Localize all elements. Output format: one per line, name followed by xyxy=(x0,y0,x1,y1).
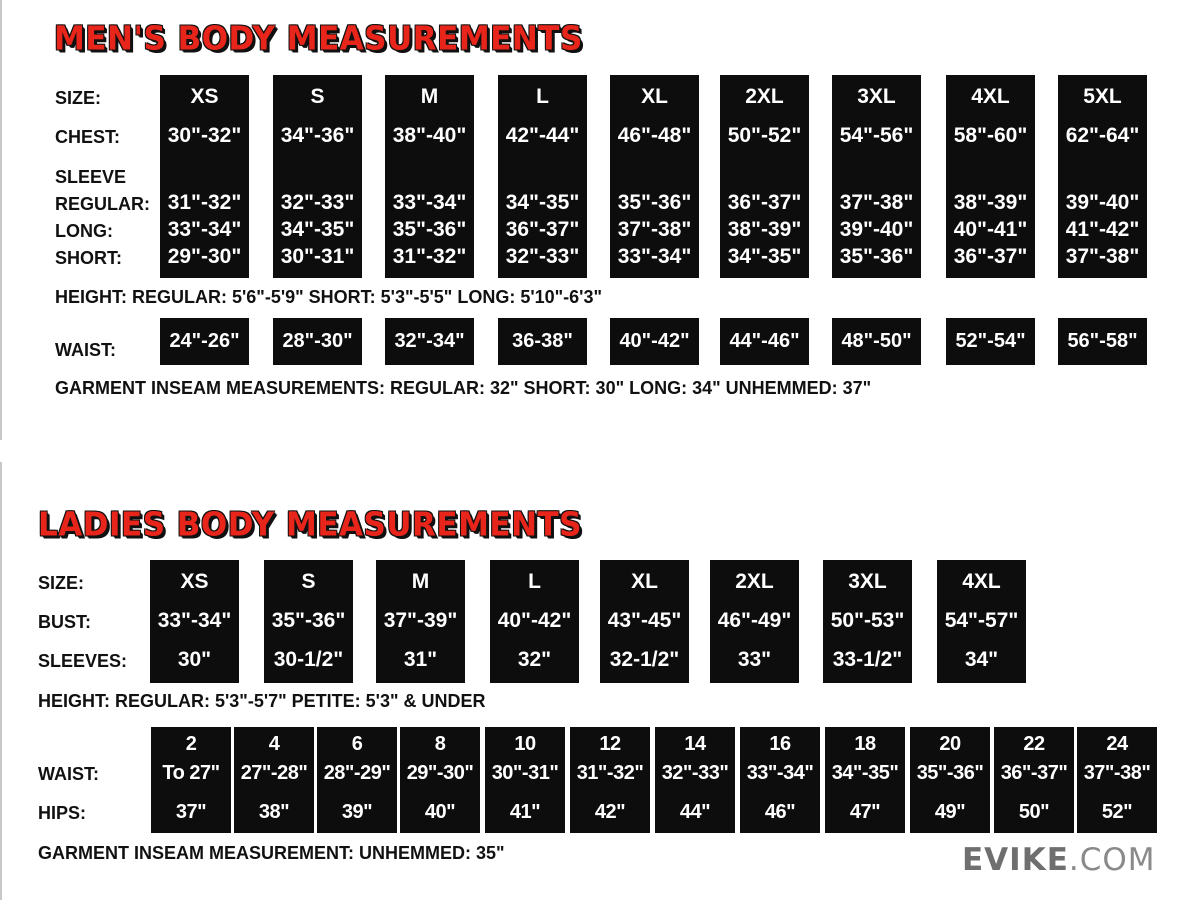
mens-chest-cell: 42"-44" xyxy=(505,124,580,147)
mens-chest-cell: 30"-32" xyxy=(167,124,242,147)
mens-sleeve-short-cell: 32"-33" xyxy=(505,245,580,268)
ladies-waist-size-cell: 12 xyxy=(599,733,621,755)
ladies-sleeves-cell: 30" xyxy=(177,648,212,671)
ladies-inseam-note: GARMENT INSEAM MEASUREMENT: UNHEMMED: 35" xyxy=(38,843,505,863)
left-border-bottom xyxy=(0,462,2,900)
ladies-waist-column xyxy=(994,727,1074,833)
ladies-waist-cell: 31"-32" xyxy=(576,762,644,784)
ladies-waist-column xyxy=(740,727,820,833)
ladies-waist-size-cell: 22 xyxy=(1023,733,1045,755)
mens-size-column xyxy=(832,75,921,278)
ladies-size-cell: 2XL xyxy=(735,570,774,593)
mens-size-cell: XL xyxy=(641,85,668,108)
ladies-waist-cell: 34"-35" xyxy=(831,762,899,784)
mens-sleeve-regular-cell: 36"-37" xyxy=(727,191,802,214)
ladies-bust-cell: 50"-53" xyxy=(830,609,905,632)
ladies-sleeves-cell: 33-1/2" xyxy=(832,648,903,671)
mens-sleeve-short-cell: 31"-32" xyxy=(392,245,467,268)
ladies-bust-cell: 43"-45" xyxy=(607,609,682,632)
evike-logo xyxy=(962,842,1156,878)
ladies-waist-cell: 35"-36" xyxy=(916,762,984,784)
ladies-waist-column xyxy=(570,727,650,833)
ladies-size-cell: M xyxy=(411,570,430,593)
ladies-size-column xyxy=(264,560,353,683)
mens-size-column xyxy=(160,75,249,278)
ladies-waist-cell: 37"-38" xyxy=(1083,762,1151,784)
ladies-waist-column xyxy=(910,727,990,833)
ladies-sleeves-cell: 30-1/2" xyxy=(273,648,344,671)
ladies-size-column xyxy=(823,560,912,683)
ladies-waist-cell: 33"-34" xyxy=(746,762,814,784)
ladies-sleeves-cell: 31" xyxy=(403,648,438,671)
ladies-hips-cell: 38" xyxy=(258,801,290,823)
ladies-size-cell: S xyxy=(301,570,316,593)
ladies-hips-cell: 40" xyxy=(424,801,456,823)
ladies-bust-cell: 46"-49" xyxy=(717,609,792,632)
ladies-bust-cell: 37"-39" xyxy=(383,609,458,632)
ladies-sleeves-cell: 32" xyxy=(517,648,552,671)
ladies-waist-column xyxy=(151,727,231,833)
ladies-waist-column xyxy=(655,727,735,833)
ladies-bust-cell: 40"-42" xyxy=(497,609,572,632)
ladies-waist-cell: 30"-31" xyxy=(491,762,559,784)
mens-waist-cell: 36-38" xyxy=(498,318,587,365)
ladies-bust-cell: 35"-36" xyxy=(271,609,346,632)
ladies-hips-cell: 42" xyxy=(594,801,626,823)
ladies-size-column xyxy=(600,560,689,683)
mens-size-cell: 4XL xyxy=(971,85,1010,108)
mens-sleeve-short-cell: 30"-31" xyxy=(280,245,355,268)
mens-waist-cell: 44"-46" xyxy=(720,318,809,365)
ladies-bust-cell: 33"-34" xyxy=(157,609,232,632)
ladies-hips-cell: 44" xyxy=(679,801,711,823)
mens-inseam-note: GARMENT INSEAM MEASUREMENTS: REGULAR: 32" SHORT: 30" LONG: 34" UNHEMMED: 37" xyxy=(55,378,872,398)
mens-sleeve-regular-cell: 32"-33" xyxy=(280,191,355,214)
mens-size-label: SIZE: xyxy=(55,88,102,108)
mens-chest-cell: 34"-36" xyxy=(280,124,355,147)
ladies-waist-cell: To 27" xyxy=(162,762,220,784)
ladies-size-cell: 4XL xyxy=(962,570,1001,593)
mens-waist-cell: 48"-50" xyxy=(832,318,921,365)
mens-sleeve-regular-cell: 31"-32" xyxy=(167,191,242,214)
ladies-waist-label: WAIST: xyxy=(38,764,99,784)
mens-size-cell: 5XL xyxy=(1083,85,1122,108)
mens-size-cell: S xyxy=(310,85,325,108)
ladies-hips-cell: 41" xyxy=(509,801,541,823)
mens-sleeve-long-cell: 33"-34" xyxy=(167,218,242,241)
ladies-waist-size-cell: 8 xyxy=(434,733,446,755)
ladies-waist-size-cell: 20 xyxy=(939,733,961,755)
ladies-hips-cell: 52" xyxy=(1101,801,1133,823)
ladies-hips-cell: 49" xyxy=(934,801,966,823)
ladies-hips-cell: 47" xyxy=(849,801,881,823)
ladies-hips-cell: 46" xyxy=(764,801,796,823)
mens-sleeve-long-cell: 39"-40" xyxy=(839,218,914,241)
mens-waist-cell: 24"-26" xyxy=(160,318,249,365)
ladies-waist-size-cell: 10 xyxy=(514,733,536,755)
ladies-hips-label: HIPS: xyxy=(38,803,87,823)
ladies-waist-cell: 36"-37" xyxy=(1000,762,1068,784)
mens-size-column xyxy=(1058,75,1147,278)
ladies-waist-column xyxy=(825,727,905,833)
ladies-waist-column xyxy=(234,727,314,833)
ladies-size-cell: XS xyxy=(180,570,209,593)
ladies-size-column xyxy=(150,560,239,683)
mens-sleeve-long-cell: 41"-42" xyxy=(1065,218,1140,241)
ladies-sleeves-cell: 32-1/2" xyxy=(609,648,680,671)
ladies-waist-cell: 32"-33" xyxy=(661,762,729,784)
mens-short-label: SHORT: xyxy=(55,248,122,268)
mens-sleeve-short-cell: 34"-35" xyxy=(727,245,802,268)
mens-size-column xyxy=(385,75,474,278)
ladies-hips-cell: 37" xyxy=(175,801,207,823)
logo-rest-text: .COM xyxy=(1068,842,1156,878)
mens-sleeve-long-cell: 38"-39" xyxy=(727,218,802,241)
mens-sleeve-short-cell: 36"-37" xyxy=(953,245,1028,268)
ladies-size-column xyxy=(710,560,799,683)
mens-size-cell: 2XL xyxy=(745,85,784,108)
mens-size-column xyxy=(946,75,1035,278)
mens-sleeve-regular-cell: 34"-35" xyxy=(505,191,580,214)
ladies-waist-cell: 29"-30" xyxy=(406,762,474,784)
mens-chest-cell: 54"-56" xyxy=(839,124,914,147)
ladies-waist-column xyxy=(485,727,565,833)
ladies-waist-size-cell: 24 xyxy=(1106,733,1128,755)
ladies-size-column xyxy=(490,560,579,683)
ladies-waist-cell: 28"-29" xyxy=(323,762,391,784)
ladies-size-label: SIZE: xyxy=(38,573,85,593)
mens-waist-cell: 52"-54" xyxy=(946,318,1035,365)
ladies-size-cell: 3XL xyxy=(848,570,887,593)
ladies-height-note: HEIGHT: REGULAR: 5'3"-5'7" PETITE: 5'3" & UNDER xyxy=(38,691,486,711)
mens-sleeve-long-cell: 40"-41" xyxy=(953,218,1028,241)
mens-sleeve-long-cell: 37"-38" xyxy=(617,218,692,241)
ladies-bust-cell: 54"-57" xyxy=(944,609,1019,632)
ladies-bust-label: BUST: xyxy=(38,612,91,632)
ladies-sleeves-cell: 33" xyxy=(737,648,772,671)
mens-regular-label: REGULAR: xyxy=(55,194,150,214)
mens-size-column xyxy=(720,75,809,278)
ladies-waist-size-cell: 16 xyxy=(769,733,791,755)
mens-sleeve-short-cell: 37"-38" xyxy=(1065,245,1140,268)
mens-sleeve-regular-cell: 37"-38" xyxy=(839,191,914,214)
ladies-waist-column xyxy=(400,727,480,833)
mens-title: MEN'S BODY MEASUREMENTS xyxy=(54,20,583,58)
logo-bold-text: EVIKE xyxy=(962,842,1069,878)
mens-sleeve-regular-cell: 39"-40" xyxy=(1065,191,1140,214)
mens-size-cell: M xyxy=(420,85,439,108)
mens-chest-cell: 38"-40" xyxy=(392,124,467,147)
mens-sleeve-regular-cell: 38"-39" xyxy=(953,191,1028,214)
mens-waist-cell: 56"-58" xyxy=(1058,318,1147,365)
mens-chest-cell: 50"-52" xyxy=(727,124,802,147)
mens-waist-cell: 40"-42" xyxy=(610,318,699,365)
ladies-waist-size-cell: 2 xyxy=(185,733,197,755)
ladies-size-column xyxy=(376,560,465,683)
mens-size-cell: 3XL xyxy=(857,85,896,108)
mens-waist-cell: 32"-34" xyxy=(385,318,474,365)
mens-sleeve-regular-cell: 33"-34" xyxy=(392,191,467,214)
mens-chest-label: CHEST: xyxy=(55,127,121,147)
mens-sleeve-long-cell: 34"-35" xyxy=(280,218,355,241)
ladies-waist-cell: 27"-28" xyxy=(240,762,308,784)
ladies-waist-size-cell: 4 xyxy=(268,733,280,755)
ladies-waist-column xyxy=(317,727,397,833)
mens-size-column xyxy=(610,75,699,278)
mens-height-note: HEIGHT: REGULAR: 5'6"-5'9" SHORT: 5'3"-5'5" LONG: 5'10"-6'3" xyxy=(55,287,602,307)
mens-chest-cell: 62"-64" xyxy=(1065,124,1140,147)
ladies-hips-cell: 50" xyxy=(1018,801,1050,823)
mens-sleeve-long-cell: 35"-36" xyxy=(392,218,467,241)
ladies-size-column xyxy=(937,560,1026,683)
ladies-waist-size-cell: 6 xyxy=(351,733,363,755)
left-border-top xyxy=(0,0,2,440)
ladies-sleeves-cell: 34" xyxy=(964,648,999,671)
ladies-waist-column xyxy=(1077,727,1157,833)
ladies-waist-size-cell: 18 xyxy=(854,733,876,755)
ladies-waist-size-cell: 14 xyxy=(684,733,706,755)
mens-long-label: LONG: xyxy=(55,221,113,241)
mens-sleeve-short-cell: 35"-36" xyxy=(839,245,914,268)
ladies-sleeves-label: SLEEVES: xyxy=(38,651,128,671)
ladies-title: LADIES BODY MEASUREMENTS xyxy=(38,506,583,544)
mens-sleeve-regular-cell: 35"-36" xyxy=(617,191,692,214)
ladies-hips-cell: 39" xyxy=(341,801,373,823)
mens-size-column xyxy=(273,75,362,278)
mens-size-cell: XS xyxy=(190,85,219,108)
mens-size-cell: L xyxy=(536,85,549,108)
mens-sleeve-short-cell: 33"-34" xyxy=(617,245,692,268)
mens-sleeve-long-cell: 36"-37" xyxy=(505,218,580,241)
mens-waist-cell: 28"-30" xyxy=(273,318,362,365)
mens-waist-label: WAIST: xyxy=(55,340,116,360)
mens-sleeve-label: SLEEVE xyxy=(55,167,127,187)
ladies-size-cell: L xyxy=(528,570,541,593)
mens-sleeve-short-cell: 29"-30" xyxy=(167,245,242,268)
mens-chest-cell: 58"-60" xyxy=(953,124,1028,147)
mens-size-column xyxy=(498,75,587,278)
ladies-size-cell: XL xyxy=(631,570,658,593)
mens-chest-cell: 46"-48" xyxy=(617,124,692,147)
